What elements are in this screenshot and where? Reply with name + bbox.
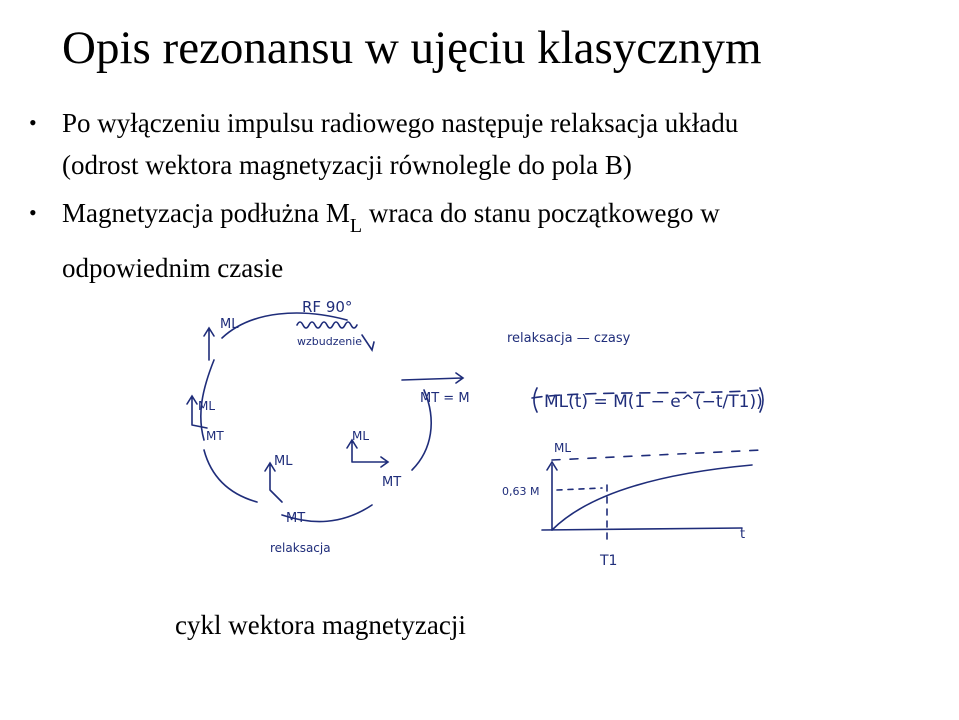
bullet-relaxation — [29, 102, 739, 186]
asymptote — [552, 450, 762, 460]
ml-axis-label: ML — [554, 441, 572, 455]
relax-bottom-label: relaksacja — [270, 541, 331, 555]
rf-label: RF 90° — [302, 298, 353, 316]
bullet-dot-icon: • — [29, 200, 37, 225]
handwritten-sketch — [162, 290, 772, 572]
bullet-text: wraca do stanu początkowego w — [362, 198, 720, 228]
ml-bottom-label: ML — [274, 454, 293, 469]
bullet-line: odpowiednim czasie — [62, 253, 284, 283]
growth-curve — [552, 465, 752, 530]
vector-mt-mid — [347, 440, 388, 467]
ml-top-label: ML — [220, 317, 239, 332]
mt-bottom-label: MT — [286, 511, 306, 526]
graph-y-axis — [547, 462, 557, 530]
bullet-longitudinal — [29, 192, 720, 289]
formula-label: ML(t) = M(1 − e^(−t/T1)) — [544, 392, 763, 412]
excite-arrow — [362, 335, 374, 350]
arc-left-lower — [204, 450, 257, 502]
level-063-label: 0,63 M — [502, 485, 540, 498]
graph-x-axis — [542, 528, 742, 530]
figure-caption: cykl wektora magnetyzacji — [175, 610, 466, 640]
bullet-line: (odrost wektora magnetyzacji równolegle do pola B) — [62, 150, 632, 180]
slide-title: Opis rezonansu w ujęciu klasycznym — [62, 22, 762, 74]
level-063 — [557, 488, 602, 490]
rf-wave — [297, 322, 357, 328]
vector-mt-eq — [402, 373, 463, 383]
mt-left-label: MT — [206, 429, 224, 443]
ml-left-label: ML — [198, 399, 216, 413]
bullet-line — [62, 192, 720, 247]
sketch-svg — [162, 290, 772, 572]
relax-time-label: relaksacja — czasy — [507, 331, 631, 346]
bullet-text: Magnetyzacja podłużna M — [62, 198, 350, 228]
t-axis-label: t — [740, 527, 746, 542]
vector-ml-top — [204, 328, 214, 360]
mt-mid-label: MT — [382, 475, 402, 490]
bullet-dot-icon: • — [29, 110, 37, 135]
t1-label: T1 — [600, 553, 618, 569]
subscript-l: L — [349, 215, 363, 237]
ml-mid-label: ML — [352, 429, 370, 443]
excitation-label: wzbudzenie — [297, 335, 363, 348]
mt-eq-label: MT = M — [420, 391, 470, 406]
bullet-line: Po wyłączeniu impulsu radiowego następuje relaksacja układu — [62, 108, 739, 138]
